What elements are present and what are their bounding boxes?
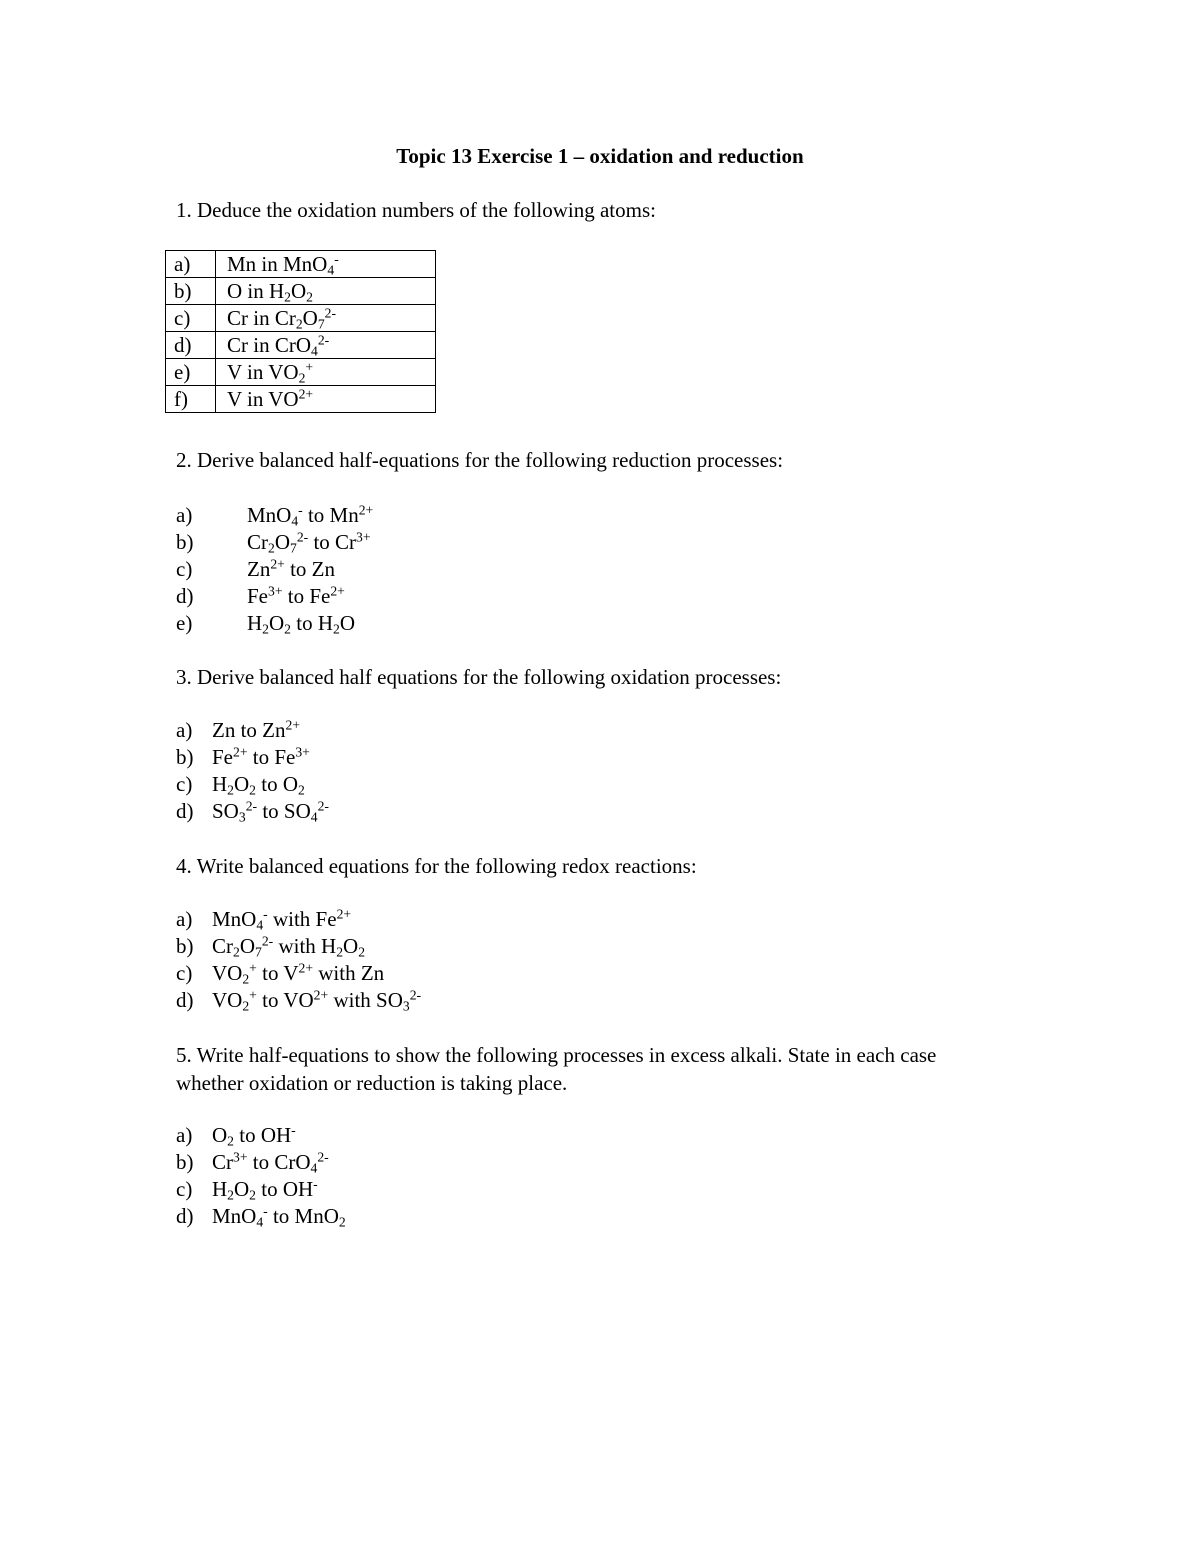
question-2-item-label: e)	[176, 611, 193, 635]
row-species: V in $VO^{2+}$	[216, 386, 436, 413]
table-row	[166, 359, 436, 386]
row-species: Cr in $Cr_2O_7^{2-}$	[216, 305, 436, 332]
row-species: V in $VO_2^+$	[216, 359, 436, 386]
row-label: e)	[166, 359, 216, 386]
question-2-item-text: $H_2O_2$ to $H_2O$	[247, 611, 355, 637]
question-5-item-text: $O_2$ to OH-	[212, 1122, 296, 1149]
question-3-item-label: d)	[176, 799, 194, 823]
question-2-item-text: $Zn^{2+}$ to Zn	[247, 556, 336, 581]
question-2-item-label: d)	[176, 584, 194, 608]
question-3-item-label: a)	[176, 718, 193, 742]
question-3-item-text: Zn to $Zn^{2+}$	[212, 717, 301, 742]
row-species: Cr in CrO$_4^{2-}$	[216, 332, 436, 359]
question-2-prompt: 2. Derive balanced half-equations for the following reduction processes:	[176, 448, 784, 472]
question-3-item-label: b)	[176, 745, 194, 769]
question-3-item-text: $H_2O_2$ to $O_2$	[212, 772, 305, 798]
question-3-item-label: c)	[176, 772, 193, 796]
table-row	[166, 386, 436, 413]
row-species: O in $H_2O_2$	[216, 278, 436, 305]
question-2-item-label: b)	[176, 530, 194, 554]
question-5-item-label: b)	[176, 1150, 194, 1174]
question-2-item-text: MnO$_4$- to $Mn^{2+}$	[247, 502, 374, 529]
table-row	[166, 332, 436, 359]
question-4-item-text: $VO_2^+$ to $VO^{2+}$ with $SO_3^{2-}$	[212, 987, 422, 1014]
row-label: c)	[166, 305, 216, 332]
question-3-prompt: 3. Derive balanced half equations for the following oxidation processes:	[176, 665, 782, 689]
question-4-item-label: c)	[176, 961, 193, 985]
question-5-prompt: 5. Write half-equations to show the following processes in excess alkali. State in each case whether oxidation or reduction is taking place.	[176, 1043, 937, 1095]
question-1-prompt: 1. Deduce the oxidation numbers of the following atoms:	[176, 198, 656, 222]
question-4-prompt: 4. Write balanced equations for the following redox reactions:	[176, 854, 697, 878]
question-5-item-label: d)	[176, 1204, 194, 1228]
table-row	[166, 251, 436, 278]
row-label: d)	[166, 332, 216, 359]
oxidation-number-table	[165, 250, 436, 413]
question-5-item-label: a)	[176, 1123, 193, 1147]
question-2-item-label: a)	[176, 503, 193, 527]
table-row	[166, 305, 436, 332]
question-5-item-text: $Cr^{3+}$ to CrO$_4^{2-}$	[212, 1149, 329, 1176]
question-4-item-text: $Cr_2O_7^{2-}$ with $H_2O_2$	[212, 933, 366, 960]
question-4-item-text: $VO_2^+$ to $V^{2+}$ with Zn	[212, 960, 385, 987]
question-2-item-text: $Cr_2O_7^{2-}$ to $Cr^{3+}$	[247, 529, 371, 556]
question-3-item-text: $Fe^{2+}$ to $Fe^{3+}$	[212, 744, 310, 769]
question-5-item-label: c)	[176, 1177, 193, 1201]
row-species: Mn in MnO$_4$-	[216, 251, 436, 278]
question-2-item-label: c)	[176, 557, 193, 581]
question-5-item-text: MnO$_4$- to MnO$_2$	[212, 1203, 346, 1230]
question-4-item-label: a)	[176, 907, 193, 931]
row-label: f)	[166, 386, 216, 413]
row-label: a)	[166, 251, 216, 278]
page-title: Topic 13 Exercise 1 – oxidation and reduction	[396, 144, 804, 168]
table-row	[166, 278, 436, 305]
question-2-item-text: $Fe^{3+}$ to $Fe^{2+}$	[247, 583, 345, 608]
question-4-item-text: MnO$_4$- with $Fe^{2+}$	[212, 906, 352, 933]
question-5-item-text: $H_2O_2$ to OH-	[212, 1176, 318, 1203]
question-4-item-label: d)	[176, 988, 194, 1012]
question-4-item-label: b)	[176, 934, 194, 958]
row-label: b)	[166, 278, 216, 305]
question-3-item-text: $SO_3^{2-}$ to $SO_4^{2-}$	[212, 798, 329, 825]
